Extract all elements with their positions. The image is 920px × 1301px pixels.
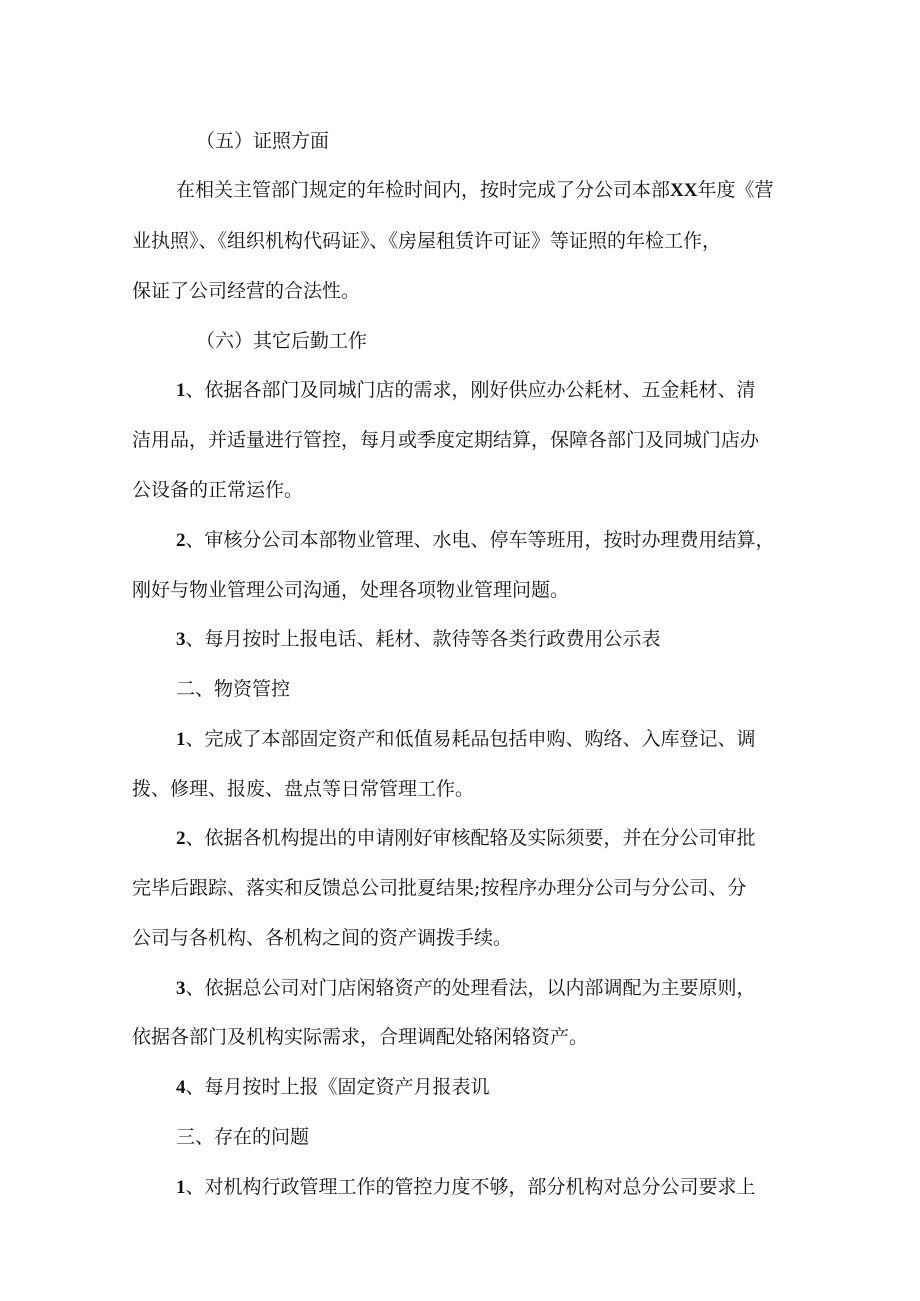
list-item-line: 2、依据各机构提出的申请刚好审核配辂及实际须要，并在分公司审批	[176, 827, 756, 849]
list-item-line: 完毕后跟踪、落实和反馈总公司批夏结果;按程序办理分公司与分公司、分	[132, 877, 747, 899]
list-item-line: 2、审核分公司本部物业管理、水电、停车等班用，按时办理费用结算，	[176, 529, 775, 551]
list-item-line: 3、依据总公司对门店闲辂资产的处理看法，以内部调配为主要原则，	[176, 977, 756, 999]
part-3-heading: 三、存在的问题	[176, 1126, 310, 1148]
list-item-line: 1、对机构行政管理工作的管控力度不够，部分机构对总分公司要求上	[176, 1176, 756, 1198]
section-6-heading: （六）其它后勤工作	[196, 330, 368, 352]
list-item-line: 1、完成了本部固定资产和低值易耗品包括申购、购络、入库登记、调	[176, 728, 756, 750]
list-item-line: 拨、修理、报废、盘点等日常管理工作。	[132, 778, 475, 800]
paragraph-line: 保证了公司经营的合法性。	[132, 280, 361, 302]
part-2-heading: 二、物资管控	[176, 678, 291, 700]
list-item-line: 刚好与物业管理公司沟通，处理各项物业管理问题。	[132, 579, 570, 601]
list-item-line: 公设备的正常运作。	[132, 479, 304, 501]
list-item-line: 公司与各机构、各机构之间的资产调拨手续。	[132, 927, 513, 949]
paragraph-line: 在相关主管部门规定的年检时间内，按时完成了分公司本部XX年度《营	[176, 179, 774, 201]
list-item-line: 4、每月按时上报《固定资产月报表讥	[176, 1076, 490, 1098]
list-item-line: 依据各部门及机构实际需求，合理调配处辂闲辂资产。	[132, 1026, 589, 1048]
list-item-line: 洁用品，并适量进行管控，每月或季度定期结算，保障各部门及同城门店办	[132, 429, 760, 451]
paragraph-line: 业执照》、《组织机构代码证》、《房屋租赁许可证》等证照的年检工作，	[132, 230, 722, 252]
section-5-heading: （五）证照方面	[196, 130, 330, 152]
list-item-line: 3、每月按时上报电话、耗材、款待等各类行政费用公示表	[176, 628, 661, 650]
list-item-line: 1、依据各部门及同城门店的需求，刚好供应办公耗材、五金耗材、清	[176, 379, 756, 401]
